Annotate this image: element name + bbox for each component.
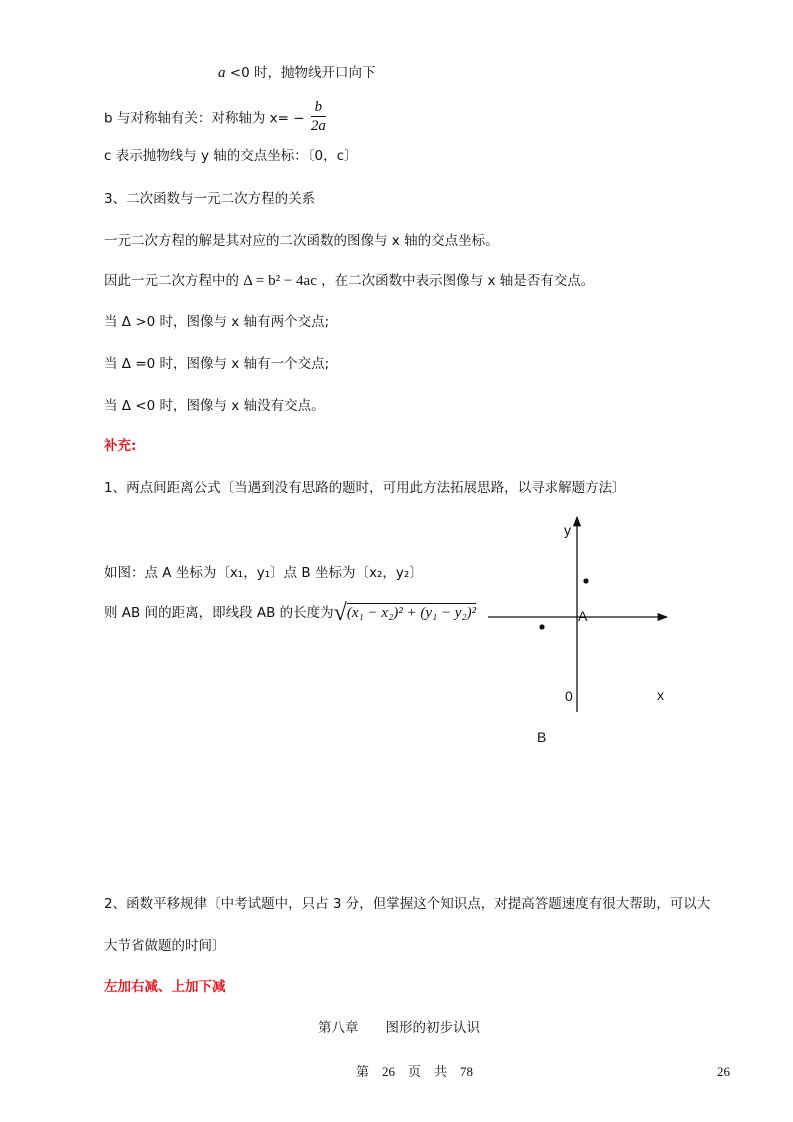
supplement-heading: 补充:	[104, 438, 137, 454]
y-axis-label: y	[564, 522, 571, 538]
axis-fraction-numerator: b	[311, 98, 326, 117]
point-b	[539, 624, 544, 629]
roots-relation-line: 一元二次方程的解是其对应的二次函数的图像与 x 轴的交点坐标。	[104, 233, 499, 249]
discriminant-suffix: ，在二次函数中表示图像与 x 轴是否有交点。	[321, 273, 595, 289]
chapter-title: 第八章 图形的初步认识	[318, 1020, 480, 1036]
points-coordinates-line: 如图：点 A 坐标为〔x₁，y₁〕点 B 坐标为〔x₂，y₂〕	[104, 565, 423, 581]
delta-zero-line: 当 Δ =0 时，图像与 x 轴有一个交点;	[104, 356, 330, 372]
shift-rule-highlight: 左加右减、上加下减	[104, 979, 226, 995]
point-a	[583, 578, 588, 583]
footer-page-info: 第 26 页 共 78	[356, 1064, 474, 1079]
x-axis-label: x	[657, 687, 664, 703]
point-b-label: B	[537, 729, 547, 745]
axis-of-symmetry-text: b 与对称轴有关：对称轴为 x= −	[104, 110, 305, 127]
variable-a: a	[218, 65, 226, 81]
c-intercept-line: c 表示抛物线与 y 轴的交点坐标：〔0，c〕	[104, 148, 358, 164]
distance-formula-expression: (x₁ − x₂)² + (y₁ − y₂)²	[346, 605, 477, 621]
point-a-label: A	[578, 608, 588, 624]
delta-negative-line: 当 Δ <0 时，图像与 x 轴没有交点。	[104, 398, 325, 414]
sqrt-symbol: √	[333, 600, 347, 626]
distance-prefix: 则 AB 间的距离，即线段 AB 的长度为	[104, 605, 334, 621]
origin-label: 0	[565, 688, 573, 704]
delta-positive-line: 当 Δ >0 时，图像与 x 轴有两个交点;	[104, 314, 330, 330]
shift-rule-line-1: 2、函数平移规律〔中考试题中，只占 3 分，但掌握这个知识点，对提高答题速度有很大帮助，可以大	[104, 896, 711, 912]
discriminant-formula: Δ = b² − 4ac	[243, 273, 317, 289]
discriminant-prefix: 因此一元二次方程中的	[104, 273, 239, 289]
axis-fraction-denominator: 2a	[310, 118, 326, 134]
distance-formula-heading: 1、两点间距离公式〔当遇到没有思路的题时，可用此方法拓展思路，以寻求解题方法〕	[104, 480, 626, 496]
footer-page-number: 26	[717, 1064, 730, 1079]
section3-heading: 3、二次函数与一元二次方程的关系	[104, 191, 316, 207]
shift-rule-line-2: 大节省做题的时间〕	[104, 938, 226, 954]
parabola-opening-down-text: <0 时，抛物线开口向下	[225, 65, 376, 81]
